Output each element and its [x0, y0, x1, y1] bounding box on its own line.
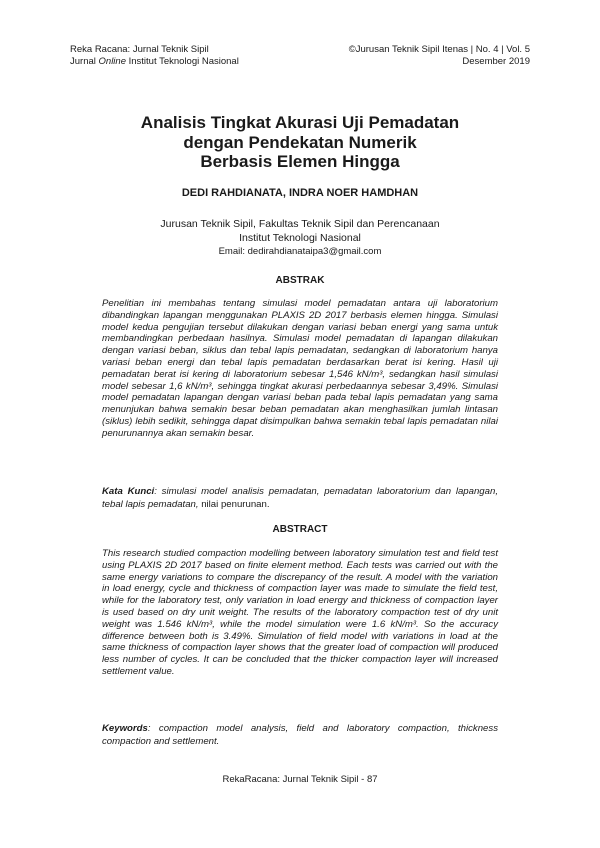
- keywords-label: Keywords: [102, 723, 148, 734]
- journal-name: Reka Racana: Jurnal Teknik Sipil: [70, 44, 209, 55]
- author-email: Email: dedirahdianataipa3@gmail.com: [218, 246, 382, 257]
- kata-kunci-text: : simulasi model analisis pemadatan, pemadatan laboratorium dan lapangan, tebal lapis pemadatan,: [102, 486, 498, 510]
- title-line-2: dengan Pendekatan Numerik: [183, 132, 417, 152]
- abstract-text: This research studied compaction modelling between laboratory simulation test and field test using PLAXIS 2D 2017 based on finite element method. Each tests was carried out with the same energy variations to compare the discrepancy of the result. A model with the variation in load energy, cycle and thickness of compaction layer was made to simulate the field test, while for the laboratory test, only variation in load energy and thickness of compaction layer is used based on dry unit weight. The results of the laboratory compaction test of dry unit weight was 1.546 kN/m³, while the model simulation were 1.6 kN/m³. So the accuracy difference between both is 3.49%. Simulation of field model with variations in load at the same thickness of compaction layer shows that the greater load of compaction will produced less number of cycles. It can be concluded that the thicker compaction layer will increased settlement value.: [102, 548, 498, 677]
- page-footer: RekaRacana: Jurnal Teknik Sipil - 87: [222, 774, 378, 785]
- issue-date: Desember 2019: [462, 56, 530, 67]
- kata-kunci: [102, 486, 498, 511]
- abstrak-heading: ABSTRAK: [275, 275, 325, 286]
- affiliation: [0, 217, 600, 259]
- affiliation-dept: Jurusan Teknik Sipil, Fakultas Teknik Sipil dan Perencanaan: [160, 218, 440, 230]
- issue-number: ©Jurusan Teknik Sipil Itenas | No. 4 | Vol. 5: [348, 44, 530, 55]
- affiliation-institute: Institut Teknologi Nasional: [239, 232, 361, 244]
- journal-subtitle-suffix: Institut Teknologi Nasional: [125, 56, 239, 67]
- title-line-3: Berbasis Elemen Hingga: [200, 152, 400, 171]
- keywords: [102, 723, 498, 748]
- abstract-heading: ABSTRACT: [272, 524, 328, 535]
- issue-info: [349, 44, 530, 68]
- keywords-text: : compaction model analysis, field and laboratory compaction, thickness compaction and settlement.: [102, 723, 498, 747]
- journal-info: [70, 44, 239, 68]
- authors: DEDI RAHDIANATA, INDRA NOER HAMDHAN: [181, 187, 419, 199]
- journal-subtitle: [70, 56, 239, 68]
- kata-kunci-label: Kata Kunci: [102, 486, 155, 497]
- journal-subtitle-online: Online: [98, 56, 126, 67]
- paper-title: [60, 113, 540, 172]
- kata-kunci-tail: nilai penurunan.: [198, 498, 270, 510]
- title-line-1: Analisis Tingkat Akurasi Uji Pemadatan: [140, 113, 460, 132]
- abstrak-text: Penelitian ini membahas tentang simulasi model pemadatan antara uji laboratorium dibandingkan lapangan menggunakan PLAXIS 2D 2017 berbasis elemen hingga. Simulasi model kedua pengujian tersebut dilakukan dengan variasi beban energi yang sama untuk membandingkan perbedaan hasilnya. Simulasi model pemadatan di lapangan dilakukan dengan variasi beban, siklus dan tebal lapis pemadatan, sedangkan di laboratorium hanya variasi beban energi dan tebal lapis pemadatan berdasarkan berat isi kering. Hasil uji pemadatan berat isi kering di laboratorium sebesar 1,546 kN/m³, sedangkan hasil simulasi model sebesar 1,6 kN/m³, sehingga tingkat akurasi perbedaannya sebesar 3,49%. Simulasi model pemadatan lapangan dengan variasi beban pada tebal lapis pemadatan yang sama menunjukan bahwa semakin besar beban pemadatan akan menghasilkan jumlah lintasan (siklus) lebih sedikit, sehingga dapat disimpulkan bahwa semakin tebal lapis pemadatan nilai penurunannya akan semakin besar.: [102, 298, 498, 439]
- journal-subtitle-prefix: Jurnal: [70, 56, 99, 67]
